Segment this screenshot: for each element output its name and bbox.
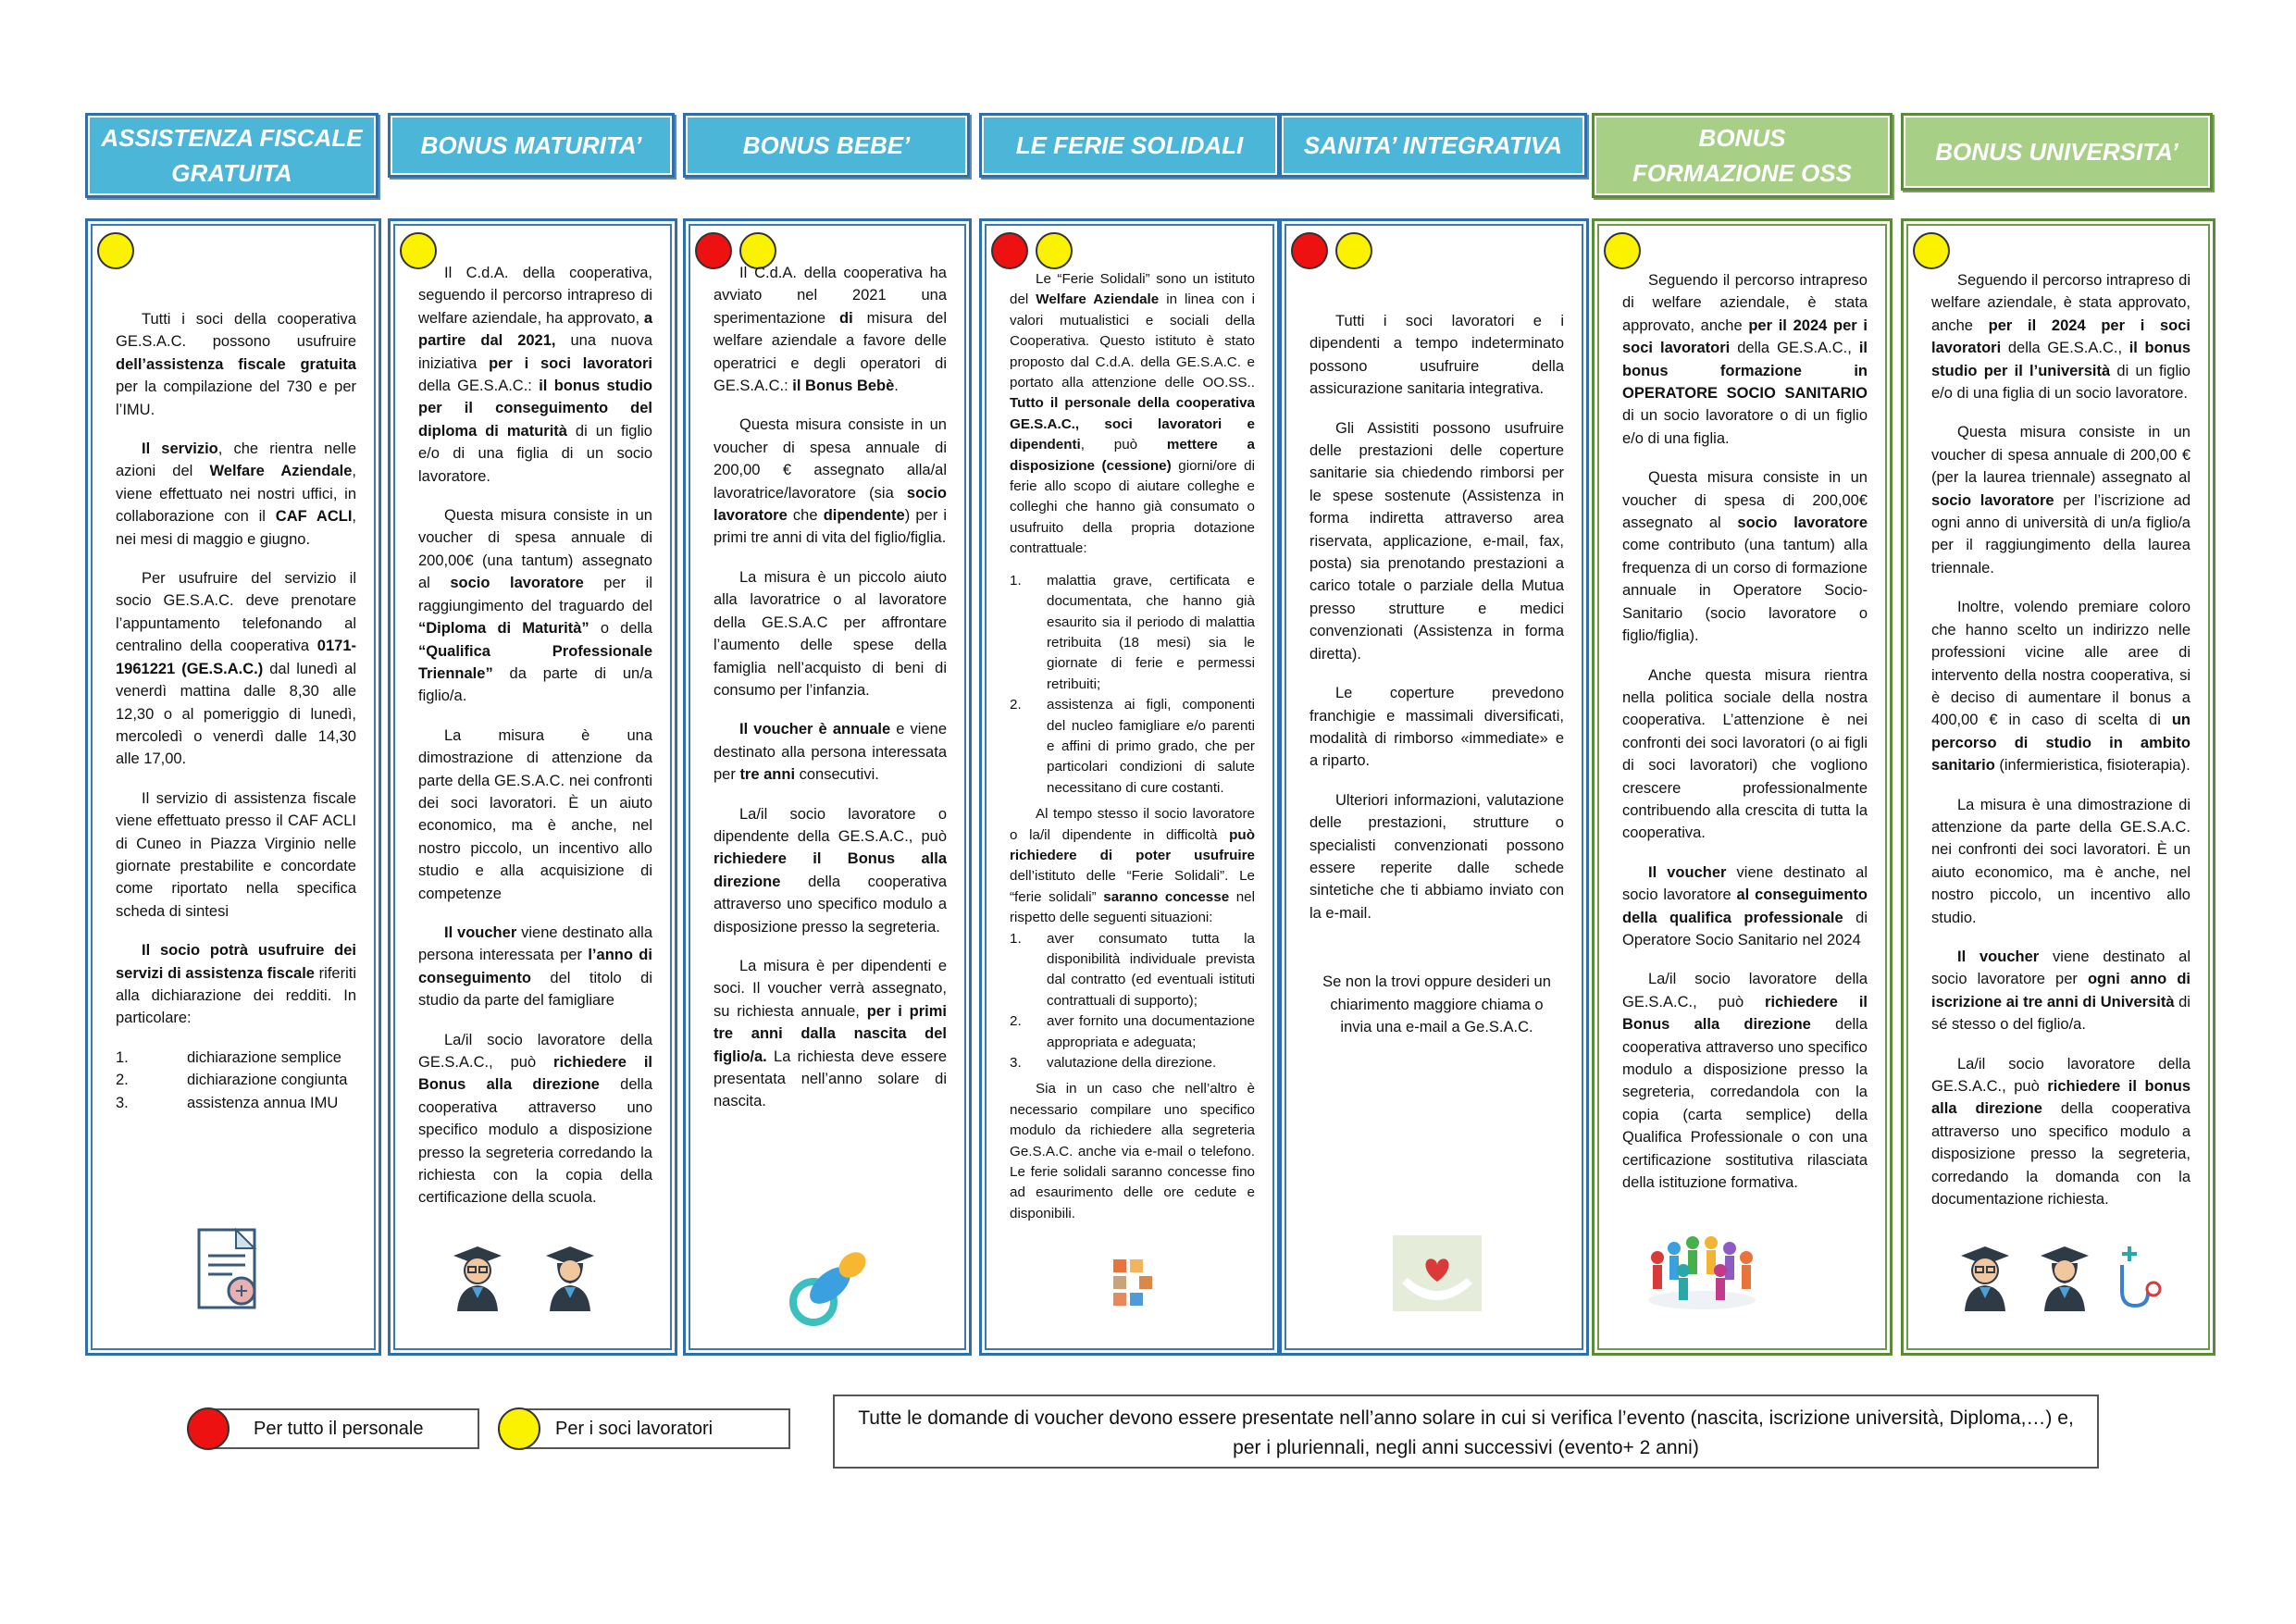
- header-bonus-maturita: BONUS MATURITA’: [388, 113, 675, 178]
- panel-bonus-maturita: [388, 218, 677, 1356]
- panel-ferie-solidali: [979, 218, 1280, 1356]
- list-item: 3. valutazione della direzione.: [1010, 1055, 1217, 1072]
- legend-members: Per i soci lavoratori: [516, 1408, 790, 1449]
- panel-text: Seguendo il percorso intrapreso di welfare aziendale, è stata approvato, anche per il 2024 per i soci lavoratori della GE.S.A.C., il bonus formazione in OPERATORE SOCIO SANITARIO di un socio lavoratore o di un figlio e/o di una figlia. Questa misura consiste in un voucher di spesa di 200,00€ assegnato al socio lavoratore come contributo (una tantum) alla frequenza di un corso di formazione annuale in Operatore Socio-Sanitario (socio lavoratore o figlio/figlia). Anche questa misura rientra nella politica sociale della nostra cooperativa. L’attenzione è nei confronti dei soci lavoratori (o ai figli di soci lavoratori) che vogliono crescere professionalmente contribuendo alla crescita di tutta la cooperativa. Il voucher viene destinato al socio lavoratore al conseguimento della qualifica professionale di Operatore Socio Sanitario nel 2024 La/il socio lavoratore della GE.S.A.C., può richiedere il Bonus alla direzione della cooperativa attraverso uno specifico modulo a disposizione presso la segreteria, corredandola con la copia (carta semplice) della Qualifica Professionale o con una certificazione sostitutiva rilasciata della istituzione formativa.: [1622, 272, 1868, 1192]
- list-item: 1. dichiarazione semplice: [116, 1048, 341, 1066]
- header-bonus-bebe: BONUS BEBE’: [683, 113, 970, 178]
- header-sanita-integrativa: SANITA’ INTEGRATIVA: [1279, 113, 1587, 178]
- panel-text: Seguendo il percorso intrapreso di welfare aziendale, è stata approvato, anche per il 2024 per i soci lavoratori della GE.S.A.C., il bonus studio per il l’università di un figlio e/o di una figlia di un socio lavoratore. Questa misura consiste in un voucher di spesa annuale di 200,00 € (per la laurea triennale) assegnato al socio lavoratore per l’iscrizione ad ogni anno di università di un/a figlio/a per il raggiungimento della laurea triennale. Inoltre, volendo premiare coloro che hanno scelto un indirizzo nelle professioni vicine alle aree di intervento della nostra cooperativa, si è deciso di aumentare il bonus a 400,00 € in caso di scelta di un percorso di studio in ambito sanitario (infermieristica, fisioterapia). La misura è una dimostrazione di attenzione da parte della GE.S.A.C. nei confronti dei soci lavoratori. È un aiuto economico, ma è anche, nel nostro piccolo, un incentivo allo studio. Il voucher viene destinato al socio lavoratore per ogni anno di iscrizione ai tre anni di Università di sé stesso o del figlio/a. La/il socio lavoratore della GE.S.A.C., può richiedere il bonus alla direzione della cooperativa attraverso uno specifico modulo a disposizione presso la segreteria, corredando la domanda con la documentazione richiesta.: [1931, 272, 2191, 1209]
- eligibility-dots: [1604, 232, 1641, 269]
- heart-hands-icon: [1393, 1235, 1482, 1311]
- list-item: 1. malattia grave, certificata e documentata, che hanno già esaurito sia il periodo di malattia retribuita (18 mesi) sia le giornate di ferie e permessi retribuiti;: [1010, 572, 1255, 692]
- voucher-deadline-note: Tutte le domande di voucher devono essere presentate nell’anno solare in cui si verifica l’evento (nascita, iscrizione università, Diploma,…) e, per i pluriennali, negli anni successivi (evento+ 2 anni): [833, 1395, 2099, 1469]
- panel-bonus-bebe: [683, 218, 972, 1356]
- eligibility-dots: [991, 232, 1073, 269]
- header-bonus-universita: BONUS UNIVERSITA’: [1901, 113, 2213, 191]
- red-dot: [991, 232, 1028, 269]
- panel-text: Tutti i soci della cooperativa GE.S.A.C. possono usufruire dell’assistenza fiscale gratuita per la compilazione del 730 e per l’IMU. Il servizio, che rientra nelle azioni del Welfare Aziendale, viene effettuato nei nostri uffici, in collaborazione con il CAF ACLI, nei mesi di maggio e giugno. Per usufruire del servizio il socio GE.S.A.C. deve prenotare l’appuntamento telefonando al centralino della cooperativa 0171-1961221 (GE.S.A.C.) dal lunedì al venerdì mattina dalle 8,30 alle 12,30 o al pomeriggio di lunedì, mercoledì o venerdì dalle 14,30 alle 17,00. Il servizio di assistenza fiscale viene effettuato presso il CAF ACLI di Cuneo in Piazza Virginio nelle giornate prestabilite e concordate come riportato nella specifica scheda di sintesi Il socio potrà usufruire dei servizi di assistenza fiscale riferiti alla dichiarazione dei redditi. In particolare: 1. dichiarazione semplice 2. dichiarazione congiunta 3. assistenza annua IMU: [116, 303, 356, 1120]
- red-dot: [1291, 232, 1328, 269]
- graduates-stethoscope-icon: [1959, 1241, 2172, 1313]
- panel-assistenza-fiscale: [85, 218, 381, 1356]
- header-assistenza-fiscale: ASSISTENZA FISCALE GRATUITA: [85, 113, 379, 198]
- people-circle-icon: [1644, 1230, 1759, 1313]
- yellow-dot: [1913, 232, 1950, 269]
- list-item: 3. assistenza annua IMU: [116, 1094, 339, 1111]
- panel-text: Le “Ferie Solidali” sono un istituto del Welfare Aziendale in linea con i valori mutualistici e sociali della Cooperativa. Questo istituto è stato proposto dal C.d.A. della GE.S.A.C. e portato alla attenzione delle OO.SS.. Tutto il personale della cooperativa GE.S.A.C., soci lavoratori e dipendenti, può mettere a disposizione (cessione) giorni/ore di ferie allo scopo di aiutare colleghe e colleghi che hanno già consumato o usufruito della propria dotazione contrattuale: 1. malattia grave, certificata e documentata, che hanno già esaurito sia il periodo di malattia retribuita (18 mesi) sia le giornate di ferie e permessi retribuiti; 2. assistenza ai figli, componenti del nucleo famigliare e/o parenti e affini di primo grado, che per particolari condizioni di salute necessitano di cure costanti. Al tempo stesso il socio lavoratore o la/il dipendente in difficoltà può richiedere di poter usufruire dell’istituto delle “Ferie Solidali”. Le “ferie solidali” saranno concesse nel rispetto delle seguenti situazioni: 1. aver consumato tutta la disponibilità individuale prevista dal contratto (ed eventuali istituti contrattuali di supporto); 2. aver fornito una documentazione appropriata e adeguata; 3. valutazione della direzione. Sia in un caso che nell’altro è necessario compilare uno specifico modulo da richiedere alla segreteria Ge.S.A.C. anche via e-mail o telefono. Le ferie solidali saranno concesse fino ad esaurimento delle ore cedute e disponibili.: [1010, 271, 1255, 1221]
- header-ferie-solidali: LE FERIE SOLIDALI: [979, 113, 1280, 178]
- panel-text: Il C.d.A. della cooperativa ha avviato nel 2021 una sperimentazione di misura del welfare aziendale a favore delle operatrici e degli operatori di GE.S.A.C.: il Bonus Bebè. Questa misura consiste in un voucher di spesa annuale di 200,00 € assegnato alla/al lavoratrice/lavoratore (sia socio lavoratore che dipendente) per i primi tre anni di vita del figlio/figlia. La misura è un piccolo aiuto alla lavoratrice o al lavoratore della GE.S.A.C per affrontare l’aumento delle spese della famiglia nell’acquisto di beni di consumo per l’infanzia. Il voucher è annuale e viene destinato alla persona interessata per tre anni consecutivi. La/il socio lavoratore o dipendente della GE.S.A.C., può richiedere il Bonus alla direzione della cooperativa attraverso uno specifico modulo a disposizione presso la segreteria. La misura è per dipendenti e soci. Il voucher verrà assegnato, su richiesta annuale, per i primi tre anni dalla nascita del figlio/a. La richiesta deve essere presentata nell’anno solare di nascita.: [714, 265, 948, 1110]
- yellow-dot: [1036, 232, 1073, 269]
- list-item: 2. assistenza ai figli, componenti del nucleo famigliare e/o parenti e affini di primo grado, che per particolari condizioni di salute necessitano di cure costanti.: [1010, 697, 1255, 796]
- requirements-list: [1010, 929, 1255, 1074]
- red-dot: [187, 1407, 230, 1450]
- yellow-dot: [1604, 232, 1641, 269]
- header-bonus-formazione-oss: BONUS FORMAZIONE OSS: [1592, 113, 1893, 198]
- panel-sanita-integrativa: [1279, 218, 1589, 1356]
- list-item: 1. aver consumato tutta la disponibilità individuale prevista dal contratto (ed eventuali istituti contrattuali di supporto);: [1010, 930, 1255, 1009]
- panel-bonus-formazione-oss: [1592, 218, 1893, 1356]
- eligibility-dots: [1291, 232, 1372, 269]
- conditions-list: [1010, 571, 1255, 799]
- yellow-dot: [1335, 232, 1372, 269]
- document-icon: [195, 1226, 266, 1313]
- panel-text: Il C.d.A. della cooperativa, seguendo il percorso intrapreso di welfare aziendale, ha approvato, a partire dal 2021, una nuova iniziativa per i soci lavoratori della GE.S.A.C.: il bonus studio per il conseguimento del diploma di maturità di un figlio e/o di una figlia di un socio lavoratore. Questa misura consiste in un voucher di spesa annuale di 200,00€ (una tantum) assegnato al socio lavoratore per il raggiungimento del traguardo del “Diploma di Maturità” o della “Qualifica Professionale Triennale” da parte di un/a figlio/a. La misura è una dimostrazione di attenzione da parte della GE.S.A.C. nei confronti dei soci lavoratori. È un aiuto economico, ma è anche, nel nostro piccolo, un incentivo allo studio e alla acquisizione di competenze Il voucher viene destinato alla persona interessata per l’anno di conseguimento del titolo di studio da parte del famigliare La/il socio lavoratore della GE.S.A.C., può richiedere il Bonus alla direzione della cooperativa attraverso uno specifico modulo a disposizione presso la segreteria corredando la richiesta con la copia della certificazione della scuola.: [418, 265, 653, 1207]
- list-item: 2. dichiarazione congiunta: [116, 1072, 348, 1089]
- panel-bonus-universita: [1901, 218, 2215, 1356]
- eligibility-dots: [1913, 232, 1950, 269]
- legend-all-staff: Per tutto il personale: [205, 1408, 479, 1449]
- yellow-dot: [97, 232, 134, 269]
- panel-text: Tutti i soci lavoratori e i dipendenti a tempo indeterminato possono usufruire della assicurazione sanitaria integrativa. Gli Assistiti possono usufruire delle prestazioni delle coperture sanitarie sia chiedendo rimborsi per le spese sostenute (Assistenza in forma indiretta attraverso area riservata, applicazione, e-mail, fax, posta) sia prenotando prestazioni a carico totale o parziale della Mutua presso strutture e medici convenzionati (Assistenza in forma diretta). Le coperture prevedono franchigie e massimali diversificati, modalità di rimborso «immediate» e a riparto. Ulteriori informazioni, valutazione delle prestazioni, strutture o specialisti convenzionati possono essere reperite dalle schede sintetiche che ti abbiamo inviato con la e-mail. Se non la trovi oppure desideri un chiarimento maggiore chiama o invia una e-mail a Ge.S.A.C.: [1309, 313, 1564, 1035]
- puzzle-hands-icon: [1110, 1256, 1156, 1309]
- services-list: [116, 1047, 356, 1114]
- list-item: 2. aver fornito una documentazione appropriata e adeguata;: [1010, 1013, 1255, 1050]
- graduates-icon: [452, 1241, 605, 1313]
- pacifier-icon: [788, 1245, 876, 1328]
- yellow-dot: [498, 1407, 540, 1450]
- eligibility-dots: [97, 232, 134, 269]
